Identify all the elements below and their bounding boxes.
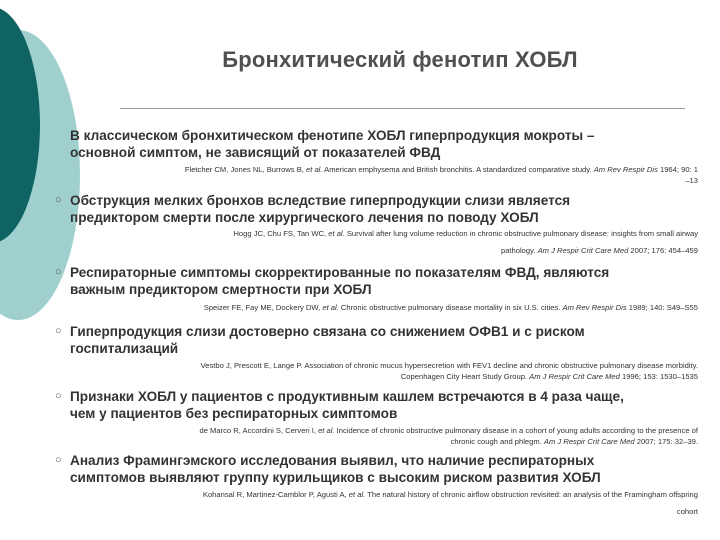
item-1-line-1: В классическом бронхитическом фенотипе ХОБЛ гиперпродукция мокроты –	[70, 128, 595, 143]
reference-6	[52, 489, 698, 517]
reference-2-line-2: pathology. Am J Respir Crit Care Med 2007; 176: 454–459	[500, 246, 698, 255]
item-5-line-2: чем у пациентов без респираторных симптомов	[70, 406, 398, 421]
reference-4-line-1: Vestbo J, Prescott E, Lange P. Association of chronic mucus hypersecretion with FEV1 decline and chronic obstructive pulmonary disease morbidity.	[200, 361, 698, 370]
reference-1-line-2: –13	[685, 176, 698, 185]
reference-2	[98, 228, 698, 256]
circle-bullet-icon: ○	[55, 194, 62, 206]
reference-6-line-2: cohort	[676, 507, 698, 516]
reference-2-line-1: Hogg JC, Chu FS, Tan WC, et al. Survival after lung volume reduction in chronic obstructive pulmonary disease: insights from small airway	[233, 229, 698, 238]
circle-bullet-icon: ○	[55, 325, 62, 337]
circle-bullet-icon: ○	[55, 266, 62, 278]
item-4-line-1: Гиперпродукция слизи достоверно связана со снижением ОФВ1 и с риском	[70, 324, 585, 339]
reference-6-line-1: Kohansal R, Martinez-Camblor P, Agusti A, et al. The natural history of chronic airflow obstruction revisited: an analysis of the Framingham offspring	[202, 490, 698, 499]
bullet-item-3	[55, 264, 700, 298]
item-2-line-2: предиктором смерти после хирургического лечения по поводу ХОБЛ	[70, 210, 539, 225]
reference-5-line-1: de Marco R, Accordini S, Cerveri I, et al. Incidence of chronic obstructive pulmonary disease in a cohort of young adults according to the presence of	[199, 426, 698, 435]
item-4-line-2: госпитализаций	[70, 341, 179, 356]
reference-1	[52, 164, 698, 186]
bullet-item-2	[55, 192, 700, 226]
bullet-item-1	[70, 127, 700, 161]
slide-title: Бронхитический фенотип ХОБЛ	[222, 47, 578, 72]
bullet-item-5	[55, 388, 700, 422]
item-5-line-1: Признаки ХОБЛ у пациентов с продуктивным кашлем встречаются в 4 раза чаще,	[70, 389, 624, 404]
item-3-line-1: Респираторные симптомы скорректированные по показателям ФВД, являются	[70, 265, 610, 280]
item-6-line-2: симптомов выявляют группу курильщиков с высоким риском развития ХОБЛ	[70, 470, 601, 485]
reference-5-line-2: chronic cough and phlegm. Am J Respir Crit Care Med 2007; 175: 32–39.	[450, 437, 698, 446]
reference-1-line-1: Fletcher CM, Jones NL, Burrows B, et al. American emphysema and British bronchitis. A standardized comparative study. Am Rev Respir Dis 1964; 90: 1	[184, 165, 698, 174]
bullet-item-4	[55, 323, 700, 357]
reference-4	[98, 360, 698, 382]
circle-bullet-icon: ○	[55, 390, 62, 402]
item-2-line-1: Обструкция мелких бронхов вследствие гиперпродукции слизи является	[70, 193, 571, 208]
circle-bullet-icon: ○	[55, 454, 62, 466]
item-3-line-2: важным предиктором смертности при ХОБЛ	[70, 282, 372, 297]
bullet-item-6	[55, 452, 700, 486]
item-6-line-1: Анализ Фрамингэмского исследования выявил, что наличие респираторных	[70, 453, 595, 468]
reference-5	[52, 425, 698, 447]
reference-3	[98, 302, 698, 313]
reference-4-line-2: Copenhagen City Heart Study Group. Am J Respir Crit Care Med 1996; 153: 1530–1535	[400, 372, 698, 381]
reference-3-line-1: Speizer FE, Fay ME, Dockery DW, et al. Chronic obstructive pulmonary disease mortality in six U.S. cities. Am Rev Respir Dis 1989; 140: S49–S55	[203, 303, 698, 312]
title-divider	[120, 108, 685, 109]
item-1-line-2: основной симптом, не зависящий от показателей ФВД	[70, 145, 441, 160]
